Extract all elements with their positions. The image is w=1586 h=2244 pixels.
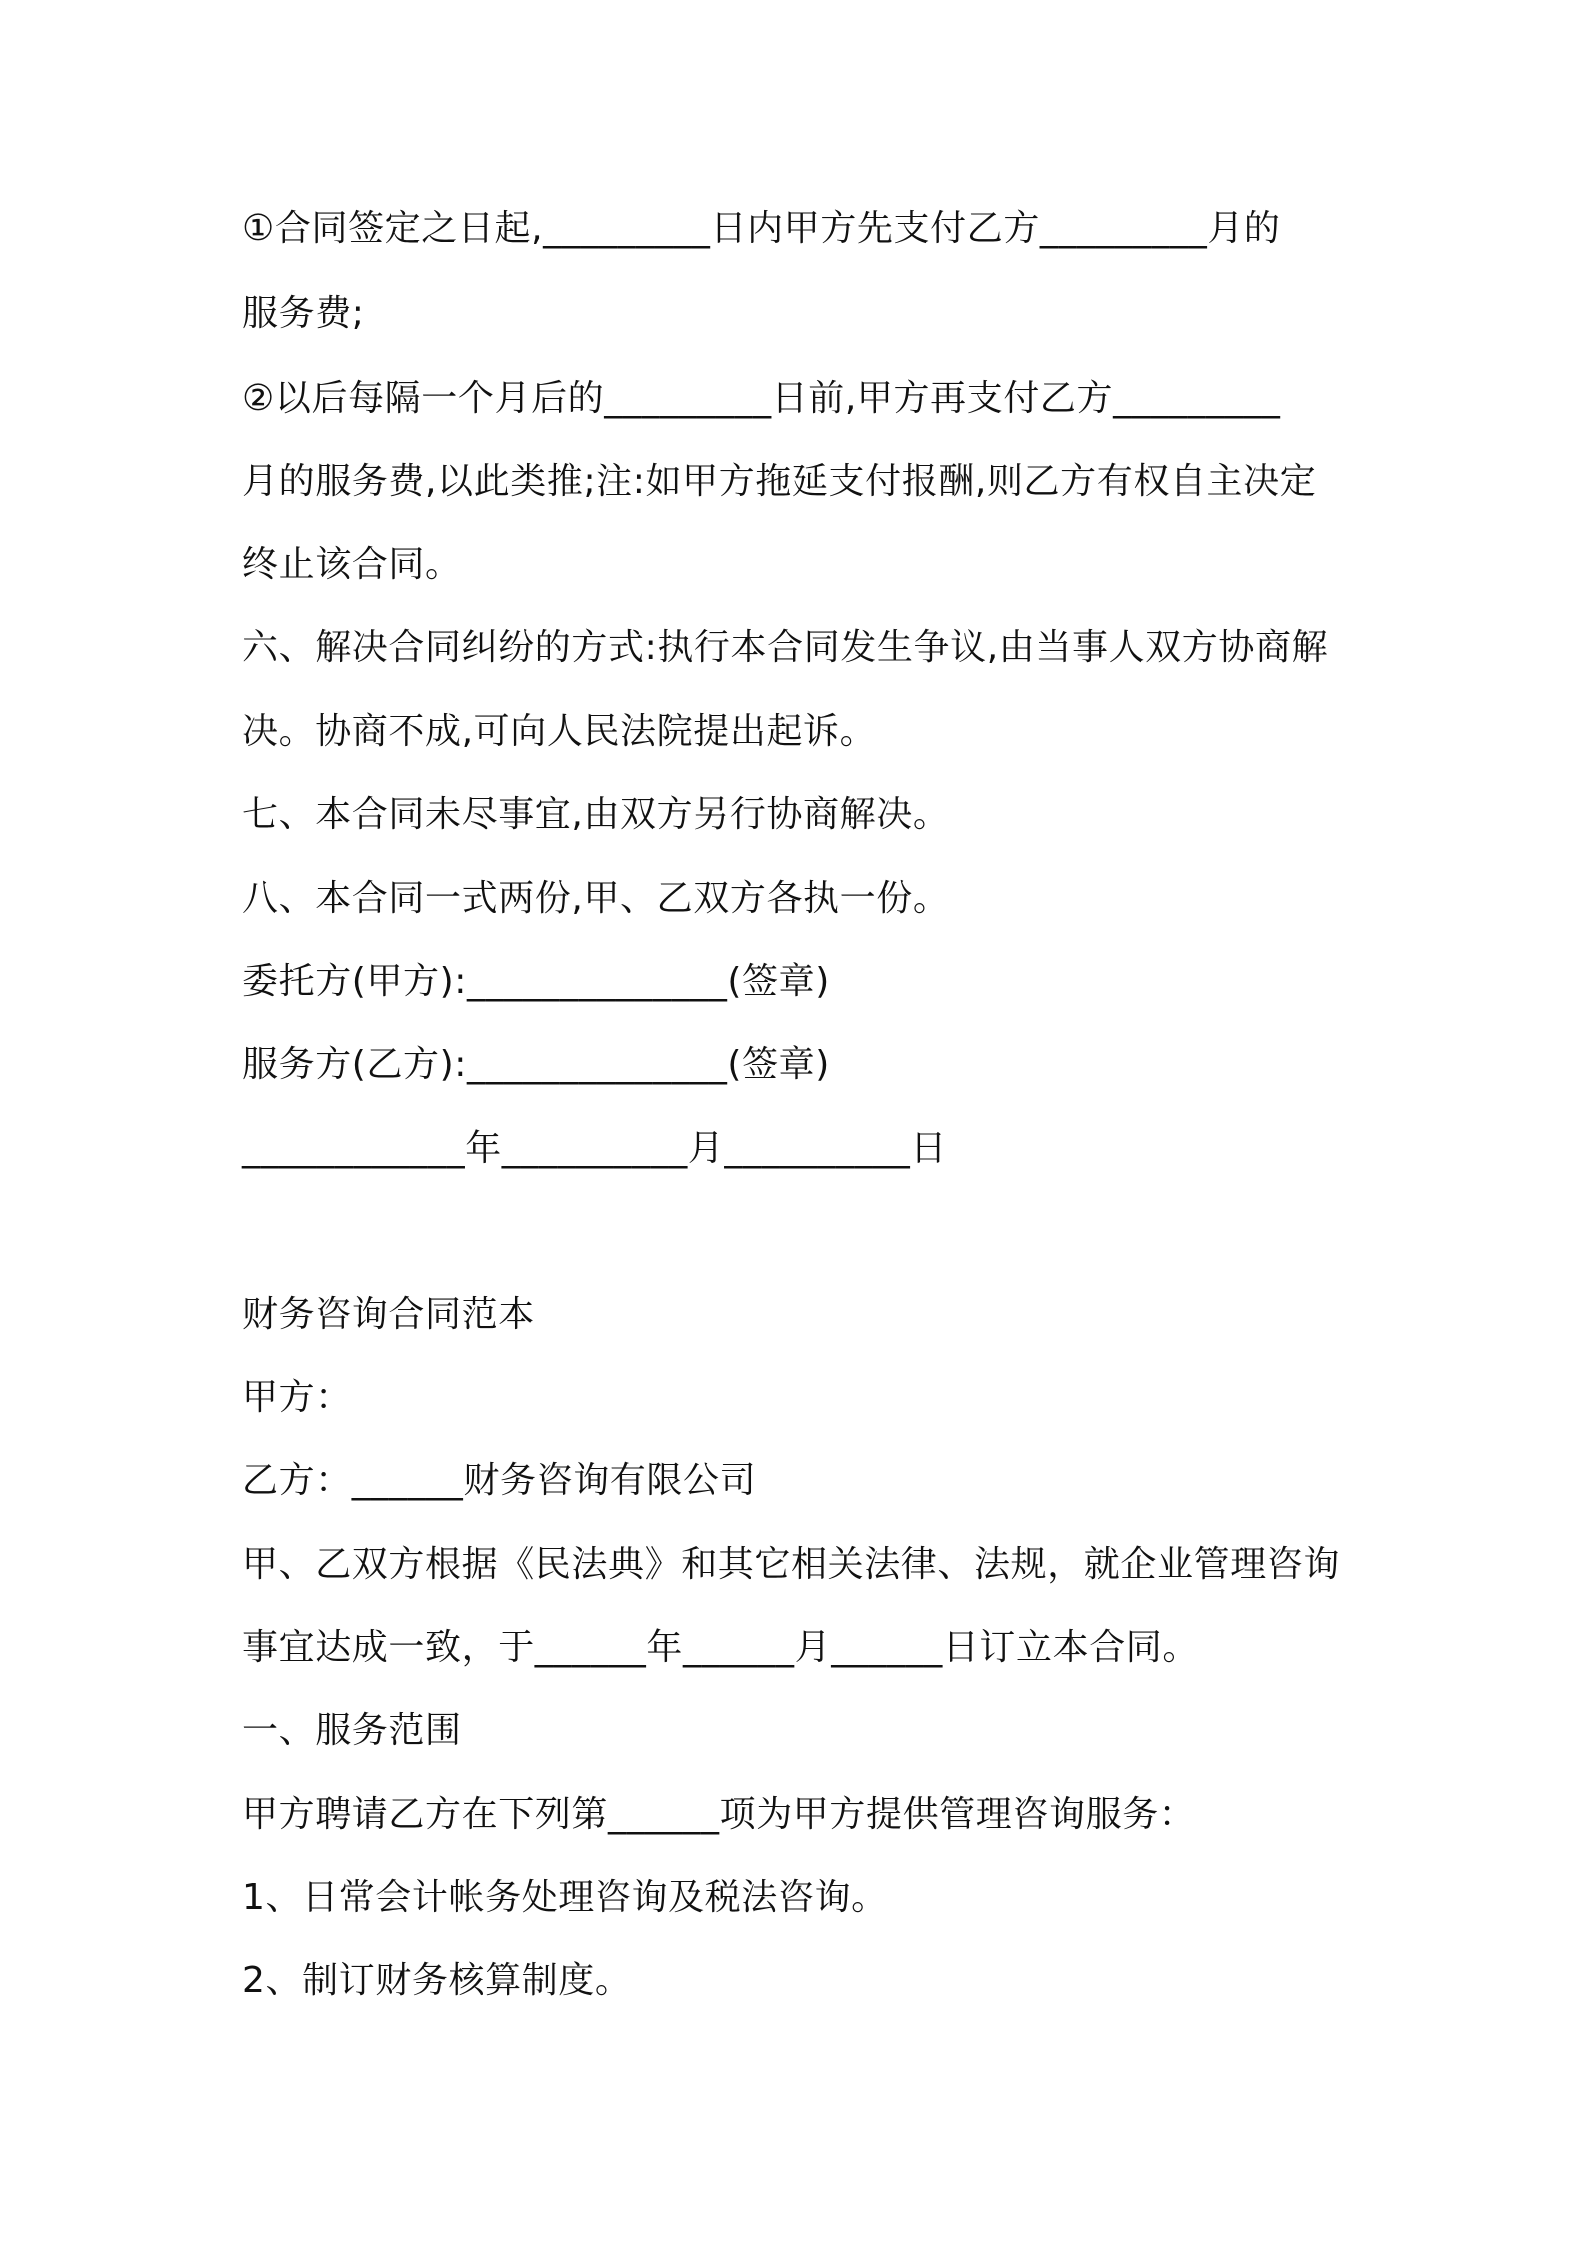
service-scope-intro: 甲方聘请乙方在下列第______项为甲方提供管理咨询服务： [242, 1794, 1196, 1835]
service-item-1: 1、日常会计帐务处理咨询及税法咨询。 [242, 1877, 888, 1918]
preamble-line-1: 甲、乙双方根据《民法典》和其它相关法律、法规，就企业管理咨询 [242, 1544, 1341, 1585]
party-a-line: 甲方： [242, 1377, 352, 1418]
clause-payment-2-line-1: ②以后每隔一个月后的_________日前,甲方再支付乙方_________ [242, 378, 1281, 419]
section-heading-service-scope: 一、服务范围 [242, 1710, 462, 1751]
service-item-2: 2、制订财务核算制度。 [242, 1960, 632, 2001]
clause-eight: 八、本合同一式两份,甲、乙双方各执一份。 [242, 878, 950, 919]
signature-party-a: 委托方(甲方):______________(签章) [242, 961, 830, 1002]
party-b-line: 乙方：______财务咨询有限公司 [242, 1460, 757, 1501]
document-title: 财务咨询合同范本 [242, 1294, 535, 1335]
clause-payment-1-line-2: 服务费; [242, 293, 365, 334]
clause-seven: 七、本合同未尽事宜,由双方另行协商解决。 [242, 794, 950, 835]
clause-payment-2-line-3: 终止该合同。 [242, 544, 462, 585]
clause-six-line-1: 六、解决合同纠纷的方式:执行本合同发生争议,由当事人双方协商解 [242, 627, 1329, 668]
signature-date: ____________年__________月__________日 [242, 1128, 947, 1169]
clause-six-line-2: 决。协商不成,可向人民法院提出起诉。 [242, 711, 877, 752]
clause-payment-1-line-1: ①合同签定之日起,_________日内甲方先支付乙方_________月的 [242, 208, 1281, 249]
preamble-line-2: 事宜达成一致，于______年______月______日订立本合同。 [242, 1627, 1199, 1668]
signature-party-b: 服务方(乙方):______________(签章) [242, 1044, 830, 1085]
clause-payment-2-line-2: 月的服务费,以此类推;注:如甲方拖延支付报酬,则乙方有权自主决定 [242, 461, 1317, 502]
